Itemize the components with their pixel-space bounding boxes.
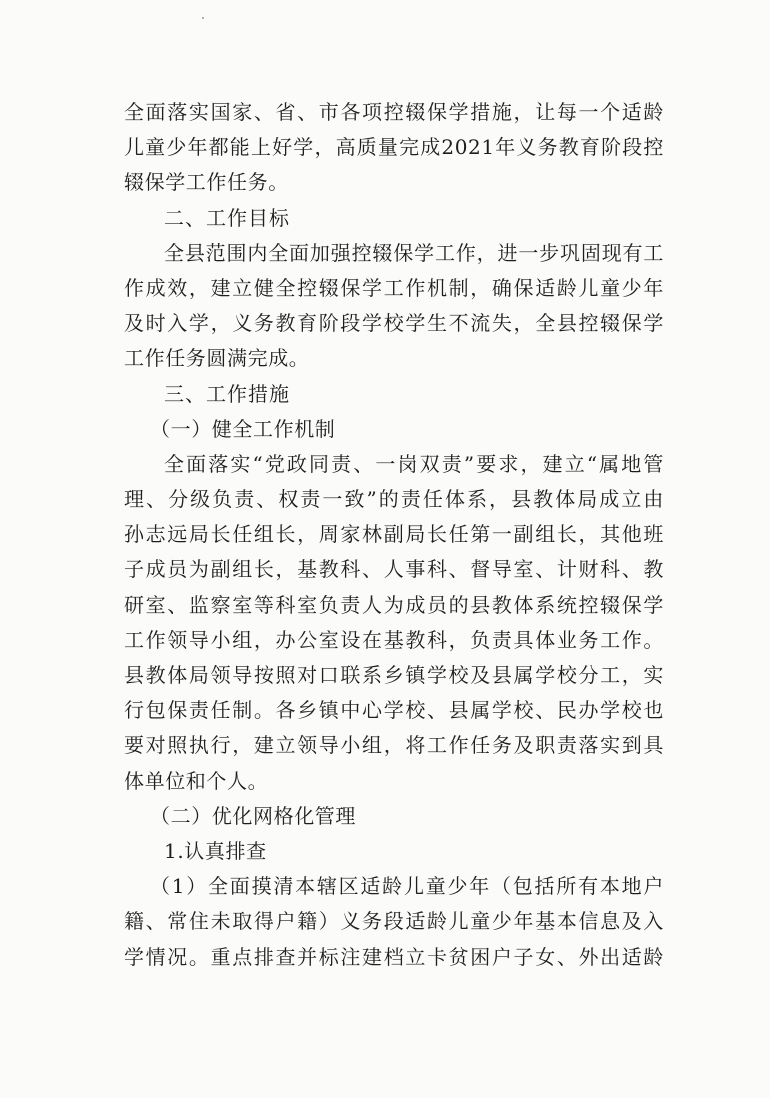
section-heading-goals: 二、工作目标 [164,205,290,230]
text-line: 工作任务圆满完成。 [124,346,310,371]
text-line: 籍、常住未取得户籍）义务段适龄儿童少年基本信息及入 [124,909,664,934]
subsection-heading-grid: （二）优化网格化管理 [150,803,356,828]
text-line: 理、分级负责、权责一致”的责任体系，县教体局成立由 [124,487,664,512]
scan-speck [202,17,204,19]
item-heading-investigation: 1.认真排查 [164,838,267,863]
text-line: 行包保责任制。各乡镇中心学校、县属学校、民办学校也 [124,698,664,723]
text-line: （1）全面摸清本辖区适龄儿童少年（包括所有本地户 [150,874,664,899]
text-line: 学情况。重点排查并标注建档立卡贫困户子女、外出适龄 [124,944,664,969]
text-line: 全面落实“党政同责、一岗双责”要求，建立“属地管 [164,451,664,476]
text-line: 儿童少年都能上好学，高质量完成2021年义务教育阶段控 [124,135,664,160]
document-body [124,95,664,975]
text-line: 子成员为副组长，基教科、人事科、督导室、计财科、教 [124,557,664,582]
text-line: 县教体局领导按照对口联系乡镇学校及县属学校分工，实 [124,663,664,687]
subsection-heading-mechanism: （一）健全工作机制 [150,416,336,441]
text-line: 工作领导小组，办公室设在基教科，负责具体业务工作。 [124,627,664,652]
text-line: 研室、监察室等科室负责人为成员的县教体系统控辍保学 [124,592,664,617]
text-line: 要对照执行，建立领导小组，将工作任务及职责落实到具 [124,733,664,758]
text-line: 孙志远局长任组长，周家林副局长任第一副组长，其他班 [124,522,664,547]
text-line: 全面落实国家、省、市各项控辍保学措施，让每一个适龄 [124,100,664,124]
text-line: 及时入学，义务教育阶段学校学生不流失，全县控辍保学 [124,311,664,336]
text-line: 辍保学工作任务。 [124,170,289,195]
text-line: 体单位和个人。 [124,768,269,793]
text-line: 作成效，建立健全控辍保学工作机制，确保适龄儿童少年 [124,275,664,300]
section-heading-measures: 三、工作措施 [164,381,290,406]
text-line: 全县范围内全面加强控辍保学工作，进一步巩固现有工 [164,240,664,265]
